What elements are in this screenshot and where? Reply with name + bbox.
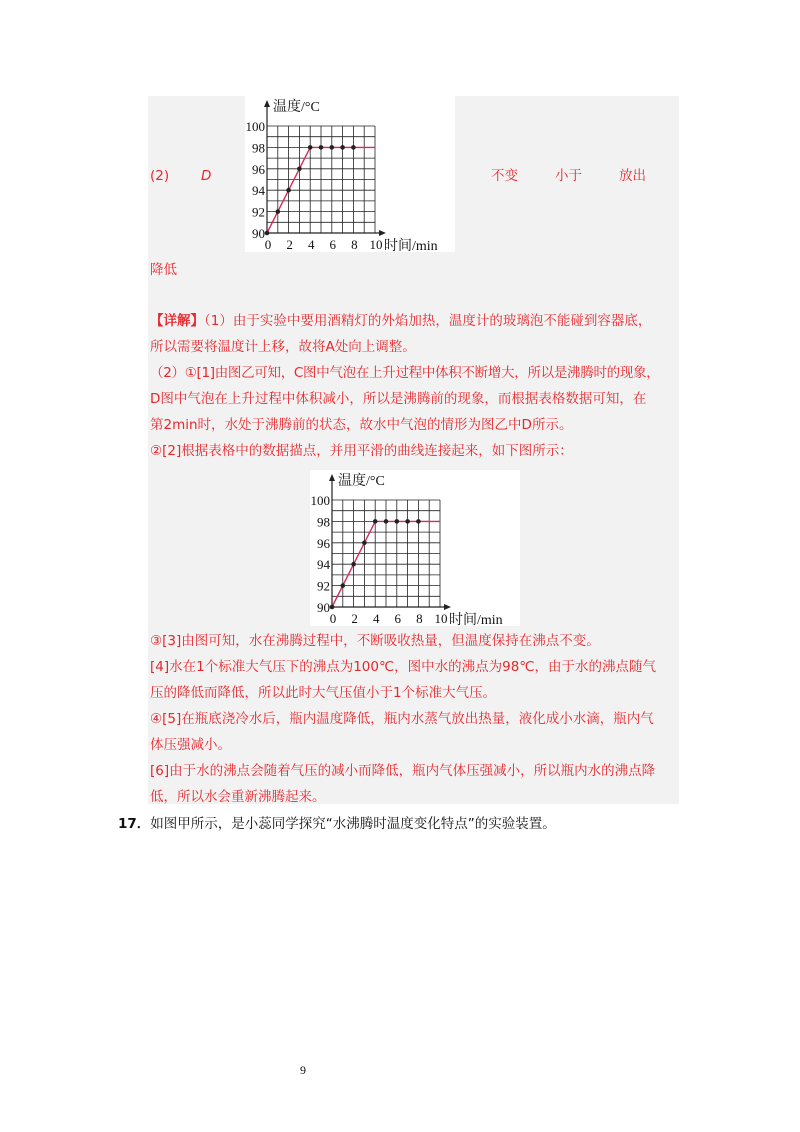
x-tick-label: 10 <box>434 611 448 626</box>
question-17-text: 如图甲所示，是小蕊同学探究“水沸腾时温度变化特点”的实验装置。 <box>150 816 556 832</box>
y-tick-label: 98 <box>317 514 330 530</box>
explanation-p1-line2: 所以需要将温度计上移，故将A处向上调整。 <box>150 339 416 355</box>
y-tick-label: 94 <box>317 557 330 573</box>
data-point <box>351 562 356 567</box>
x-tick-label: 4 <box>372 611 380 626</box>
data-point <box>340 145 345 150</box>
data-point <box>265 231 270 236</box>
explanation-p6-line2: 体压强减小。 <box>150 737 231 753</box>
x-tick-label: 0 <box>329 611 337 626</box>
y-axis-label: 温度/°C <box>273 100 320 115</box>
y-tick-label: 94 <box>252 183 265 199</box>
y-axis-arrow <box>264 100 270 107</box>
x-axis-arrow <box>379 230 386 236</box>
explanation-p1-line1: 【详解】（1）由于实验中要用酒精灯的外焰加热，温度计的玻璃泡不能碰到容器底， <box>150 313 652 329</box>
data-point <box>330 605 335 610</box>
y-tick-label: 90 <box>252 226 265 241</box>
x-tick-label: 0 <box>264 237 272 252</box>
blank-unchanged: 不变 <box>491 168 518 184</box>
data-point <box>308 145 313 150</box>
data-point <box>362 541 367 546</box>
explanation-p2-line1: （2）①[1]由图乙可知，C图中气泡在上升过程中体积不断增大，所以是沸腾时的现象， <box>150 365 660 381</box>
explanation-p7-line2: 低，所以水会重新沸腾起来。 <box>150 789 326 805</box>
y-tick-label: 92 <box>252 204 265 220</box>
explanation-p5-line2: 压的降低而降低，所以此时大气压值小于1个标准大气压。 <box>150 685 497 701</box>
blank-release: 放出 <box>619 168 646 184</box>
x-tick-label: 6 <box>394 611 402 626</box>
data-point <box>330 145 335 150</box>
data-point <box>341 583 346 588</box>
q2-label: (2) <box>150 168 170 184</box>
data-point <box>373 519 378 524</box>
y-tick-label: 92 <box>317 578 330 594</box>
y-axis-label: 温度/°C <box>338 474 385 489</box>
data-point <box>384 519 389 524</box>
data-point <box>351 145 356 150</box>
x-tick-label: 6 <box>329 237 337 252</box>
data-point <box>395 519 400 524</box>
explanation-p7-line1: [6]由于水的沸点会随着气压的减小而降低，瓶内气体压强减小，所以瓶内水的沸点降 <box>150 763 656 779</box>
data-point <box>297 167 302 172</box>
data-point <box>405 519 410 524</box>
x-tick-label: 10 <box>369 237 383 252</box>
y-tick-label: 90 <box>317 600 330 615</box>
explanation-p5-line1: [4]水在1个标准大气压下的沸点为100℃，图中水的沸点为98℃，由于水的沸点随气 <box>150 659 656 675</box>
x-axis-arrow <box>444 604 451 610</box>
explanation-p4-line1: ③[3]由图可知，水在沸腾过程中，不断吸收热量，但温度保持在沸点不变。 <box>150 633 600 649</box>
data-point <box>286 188 291 193</box>
q2-choice: D <box>201 168 212 184</box>
explanation-p2-line2: D图中气泡在上升过程中体积减小，所以是沸腾前的现象，而根据表格数据可知，在 <box>150 391 647 407</box>
question-17-number: 17． <box>118 816 151 832</box>
question-17 <box>118 818 556 832</box>
explanation-p3-line1: ②[2]根据表格中的数据描点，并用平滑的曲线连接起来，如下图所示： <box>150 443 573 459</box>
data-point <box>276 209 281 214</box>
y-tick-label: 100 <box>310 493 330 508</box>
explanation-p2-line3: 第2min时，水处于沸腾前的状态，故水中气泡的情形为图乙中D所示。 <box>150 417 573 433</box>
x-axis-label: 时间/min <box>449 613 503 628</box>
data-point <box>416 519 421 524</box>
page-number: 9 <box>300 1063 306 1077</box>
y-tick-label: 96 <box>252 161 265 177</box>
x-tick-label: 2 <box>286 237 293 252</box>
x-tick-label: 4 <box>307 237 315 252</box>
explanation-tag: 【详解】 <box>150 313 204 329</box>
temperature-time-chart-2 <box>310 470 524 628</box>
y-tick-label: 98 <box>252 140 265 156</box>
x-tick-label: 2 <box>351 611 358 626</box>
x-tick-label: 8 <box>416 611 423 626</box>
y-tick-label: 96 <box>317 535 330 551</box>
blank-decrease: 降低 <box>150 262 177 278</box>
temperature-time-chart-1 <box>245 96 459 254</box>
y-tick-label: 100 <box>245 119 265 134</box>
data-point <box>319 145 324 150</box>
y-axis-arrow <box>329 474 335 481</box>
x-tick-label: 8 <box>351 237 358 252</box>
x-axis-label: 时间/min <box>384 239 438 254</box>
blank-less-than: 小于 <box>555 168 582 184</box>
explanation-p6-line1: ④[5]在瓶底浇冷水后，瓶内温度降低，瓶内水蒸气放出热量，液化成小水滴，瓶内气 <box>150 711 654 727</box>
